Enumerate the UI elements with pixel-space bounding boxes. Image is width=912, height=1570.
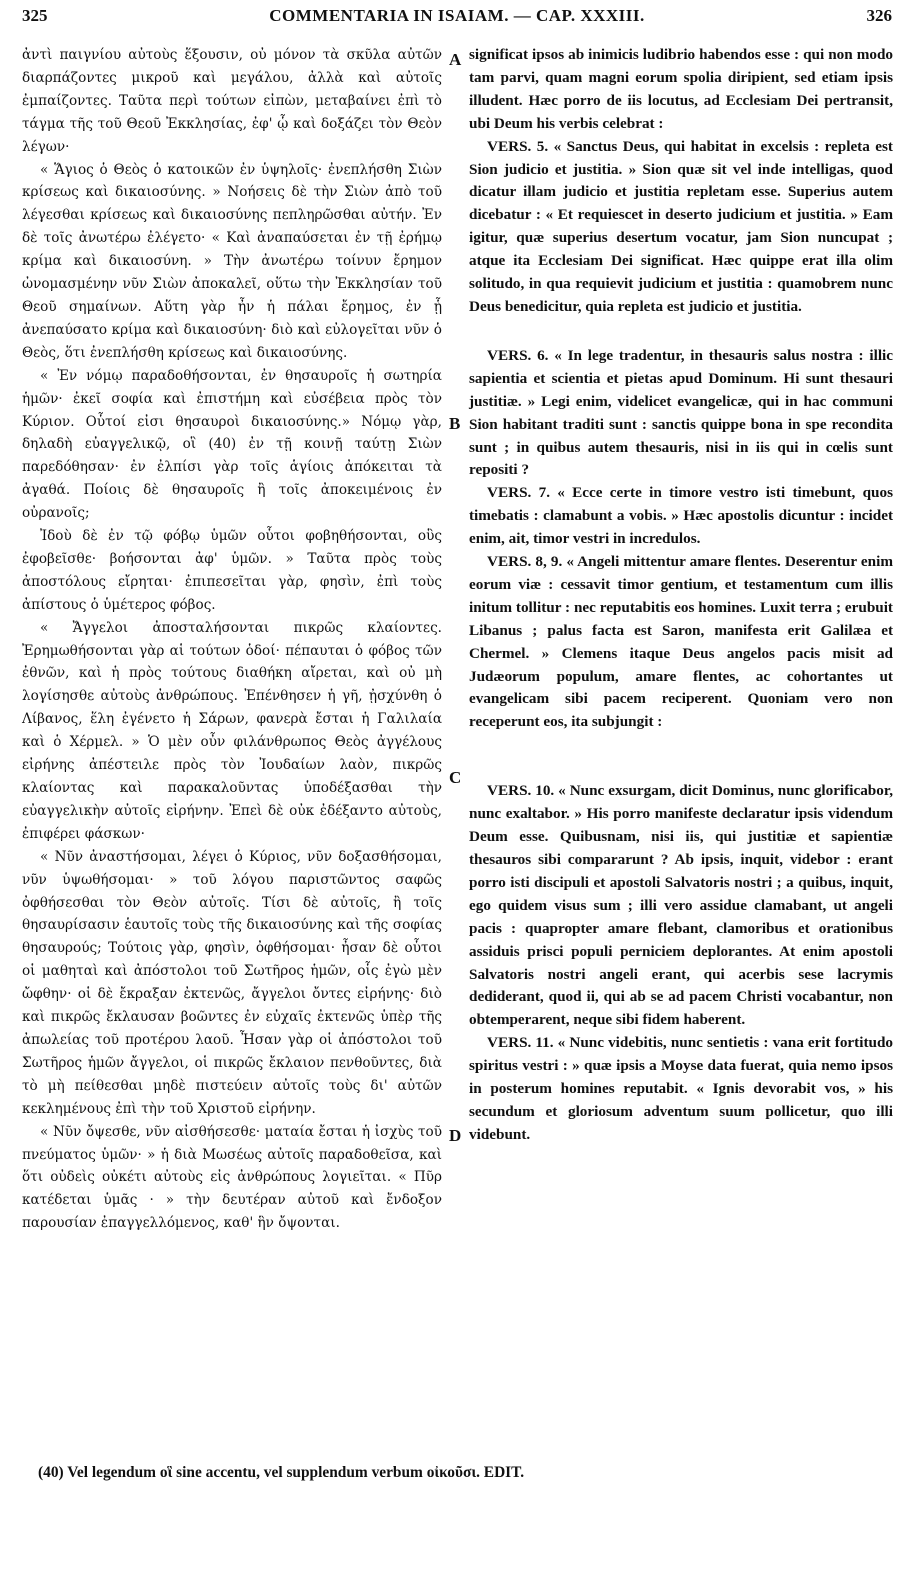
greek-paragraph: « Νῦν ὄψεσθε, νῦν αἰσθήσεσθε· ματαία ἔσται ἡ ἰσχὺς τοῦ πνεύματος ὑμῶν· » ἡ διὰ Μωσέως αὐτοῖς παραδοθεῖσα, καὶ ὅτι οὐδεὶς οὐκέτι αὐτοὺς εἰς ἀνθρώπους λογιεῖται. « Πῦρ κατέδεται ὑμᾶς · » τὴν δευτέραν αὐτοῦ καὶ ἔνδοξον παρουσίαν ἐπαγγελλόμενος, καθ' ἣν ὄψονται. xyxy=(22,1123,442,1232)
latin-paragraph: VERS. 10. « Nunc exsurgam, dicit Dominus, nunc glorificabor, nunc exaltabor. » His porro manifeste declaratur ipsis videndum Deum esse. Quibusnam, nisi iis, qui justitiæ et sapientiæ thesauros sibi compararunt ? Ab ipsis, inquit, videbor : erant porro isti discipuli et apostoli Salvatoris nostri ; a quibus, inquit, ego quidem visus sum ; illi vero assidue clamabant, ut angeli pacis : quapropter amare flebant, clamoribus et orationibus assiduis prisci populi perniciem deplorantes. At enim apostoli Salvatoris nostri angeli erant, qui acerbis sese lacrymis dediderant, quod ii, qui ab se ad pacem Christi vocabantur, non obtemperarent, neque sibi fidem haberent. xyxy=(469,782,893,1029)
greek-paragraph: « Ἅγιος ὁ Θεὸς ὁ κατοικῶν ἐν ὑψηλοῖς· ἐνεπλήσθη Σιὼν κρίσεως καὶ δικαιοσύνης. » Νοήσεις δὲ τὴν Σιὼν ἀπὸ τοῦ λέγεσθαι κρίσεως καὶ δικαιοσύνης πεπληρῶσθαι αὐτήν. Ἐν δὲ τοῖς ἀνωτέρω ἐλέγετο· « Καὶ ἀναπαύσεται ἐν τῇ ἐρήμῳ κρίμα καὶ δικαιοσύνη. » Τὴν ἀνωτέρω τοίνυν ἔρημον ὠνομασμένην νῦν Σιὼν ἀποκαλεῖ, οὕτω τὴν Ἐκκλησίαν τοῦ Θεοῦ σημαίνων. Αὕτη γὰρ ἦν ἡ πάλαι ἔρημος, ἐν ᾗ ἀνεπαύσατο κρίμα καὶ δικαιοσύνη· διὸ καὶ εὐλογεῖται νῦν ὁ Θεὸς, ὅτι ἐνεπλήσθη κρίσεως καὶ δικαιοσύνης. xyxy=(22,161,442,361)
page-number-left: 325 xyxy=(22,6,48,25)
greek-paragraph: « Ἐν νόμῳ παραδοθήσονται, ἐν θησαυροῖς ἡ σωτηρία ἡμῶν· ἐκεῖ σοφία καὶ ἐπιστήμη καὶ εὐσέβεια πρὸς τὸν Κύριον. Οὗτοί εἰσι θησαυροὶ δικαιοσύνης.» Νόμῳ γὰρ, δηλαδὴ εὐαγγελικῷ, οἳ (40) ἐν τῇ κοινῇ ταύτῃ Σιὼν παρεδόθησαν· ἐν ἐλπίσι γὰρ τοῖς ἁγίοις ἀπόκειται τὰ ἀγαθά. Ποίοις δὲ θησαυροῖς ἢ τοῖς ἀποκειμένοις ἐν οὐρανοῖς; xyxy=(22,367,442,522)
greek-paragraph: « Ἄγγελοι ἀποσταλήσονται πικρῶς κλαίοντες. Ἐρημωθήσονται γὰρ αἱ τούτων ὁδοί· πέπαυται ὁ φόβος τῶν ἐθνῶν, καὶ ἡ πρὸς τούτους διαθήκη αἴρεται, καὶ οὐ μὴ λογίσησθε αὐτοὺς ἀνθρώπους. Ἐπένθησεν ἡ γῆ, ᾐσχύνθη ὁ Λίβανος, ἕλη ἐγένετο ἡ Σάρων, φανερὰ ἔσται ἡ Γαλιλαία καὶ ὁ Χέρμελ. » Ὁ μὲν οὖν φιλάνθρωπος Θεὸς ἀγγέλους εἰρήνης ἀπέστειλε πρὸς τὸν Ἰουδαίων λαὸν, πικρῶς κλαίοντας καὶ παρακαλοῦντας ὑποδέξασθαι τὴν εὐαγγελικὴν αὐτοῖς εἰρήνην. Ἐπεὶ δὲ οὐκ ἐδέξαντο αὐτοὺς, ἐπιφέρει φάσκων· xyxy=(22,619,442,842)
greek-paragraph: Ἰδοὺ δὲ ἐν τῷ φόβῳ ὑμῶν οὗτοι φοβηθήσονται, οὓς ἐφοβεῖσθε· βοήσονται ἀφ' ὑμῶν. » Ταῦτα πρὸς τοὺς ἀποστόλους εἴρηται· ἐπιπεσεῖται γὰρ, φησὶν, ἐπὶ τοὺς ἀπίστους ὁ ὑμέτερος φόβος. xyxy=(22,528,442,613)
greek-paragraph: « Νῦν ἀναστήσομαι, λέγει ὁ Κύριος, νῦν δοξασθήσομαι, νῦν ὑψωθήσομαι· » τοῦ λόγου παριστῶντος σαφῶς ὀφθήσεσθαι τὸν Θεὸν αὐτοῖς. Τίσι δὲ αὐτοῖς, ἢ τοῖς θησαυρίσασιν ἑαυτοῖς τοὺς τῆς δικαιοσύνης καὶ τῆς σοφίας θησαυρούς; Τούτοις γὰρ, φησὶν, ὀφθήσομαι· ἦσαν δὲ οὗτοι οἱ μαθηταὶ καὶ ἀπόστολοι τοῦ Σωτῆρος ἡμῶν, οἷς ἐγὼ μὲν ὤφθην· οἱ δὲ ἔκραξαν ἐκτενῶς, ἄγγελοι ὄντες εἰρήνης· διὸ καὶ πικρῶς ἔκλαυσαν βοῶντες ἐν εὐχαῖς ἐκτενῶς ὑπὲρ τῆς ἀπωλείας τοῦ προτέρου λαοῦ. Ἦσαν γὰρ οἱ ἀπόστολοι τοῦ Σωτῆρος ἡμῶν ἄγγελοι, οἱ πικρῶς ἔκλαιον πενθοῦντες, διὰ τὸ μὴ πείθεσθαι μηδὲ πιστεύειν αὐτοῖς τοὺς δι' αὐτῶν κεκλημένους ἐπὶ τὴν τοῦ Χριστοῦ εἰρήνην. xyxy=(22,848,442,1117)
page-number-right: 326 xyxy=(866,6,892,25)
margin-mark-b: B xyxy=(449,414,461,433)
margin-mark-d: D xyxy=(449,1126,462,1145)
latin-paragraph: VERS. 7. « Ecce certe in timore vestro isti timebunt, quos timebatis : clamabunt a vobis. » Hæc apostolis dicuntur : incidet enim, ait, timor vestri in incredulos. xyxy=(469,484,893,548)
running-title: COMMENTARIA IN ISAIAM. — CAP. XXXIII. xyxy=(269,6,645,25)
latin-paragraph: VERS. 5. « Sanctus Deus, qui habitat in excelsis : repleta est Sion judicio et justitia. » Sion quæ sit vel inde intelligas, quod dicatur illam judicio et justitia repletam esse. Superius autem dicebatur : « Et requiescet in deserto judicium et justitia. » Eam igitur, quæ superius desertum vocatur, jam Sion nuncupat ; atque ita Ecclesiam Dei significat. Hæc quippe erat illa olim solitudo, in qua requievit judicium et justitia : quamobrem nunc Deus benedicitur, quia repleta est judicio et justitia. xyxy=(469,137,893,315)
latin-paragraph: VERS. 6. « In lege tradentur, in thesauris salus nostra : illic sapientia et scientia et pietas apud Dominum. Hi sunt thesauri justitiæ. » Legi enim, videlicet evangelicæ, qui in hac communi Sion habitant traditi sunt : sanctis quippe bona in spe recondita sunt ; in quibus autem thesauris, nisi in iis qui in cœlis sunt repositi ? xyxy=(469,346,893,479)
greek-paragraph: ἀντὶ παιγνίου αὐτοὺς ἕξουσιν, οὐ μόνον τὰ σκῦλα αὐτῶν διαρπάζοντες μικροῦ καὶ μεγάλου, ἀλλὰ καὶ αὐτοῖς ἐμπαίζοντες. Ταῦτα περὶ τούτων εἰπὼν, μεταβαίνει ἐπὶ τὸ τάγμα τῆς τοῦ Θεοῦ Ἐκκλησίας, ἐφ' ᾧ καὶ δοξάζει τὸν Θεὸν λέγων· xyxy=(22,47,442,155)
latin-paragraph: VERS. 11. « Nunc videbitis, nunc sentietis : vana erit fortitudo spiritus vestri : » quæ ipsis a Moyse data fuerat, quia nemo ipsos in posterum homines reputabit. « Ignis devorabit vos, » his secundum et gloriosum adventum suum pollicetur, quo illi videbunt. xyxy=(469,1034,893,1143)
footnote: (40) Vel legendum οἳ sine accentu, vel supplendum verbum οἰκοῦσι. EDIT. xyxy=(38,1464,525,1481)
margin-mark-a: A xyxy=(449,50,462,69)
latin-paragraph: significat ipsos ab inimicis ludibrio habendos esse : qui non modo tam parvi, quam magni eorum spolia diripient, sed etiam ipsis illudent. Hæc porro de iis locutus, ad Ecclesiam Dei pertransit, ubi Deum his verbis celebrat : xyxy=(469,46,893,132)
latin-paragraph: VERS. 8, 9. « Angeli mittentur amare flentes. Deserentur enim eorum viæ : cessavit timor gentium, et testamentum cum illis initum tollitur : nec reputabitis eos homines. Luxit terra ; erubuit Libanus ; palus facta est Saron, manifesta erit Galilæa et Chermel. » Clemens itaque Deus angelos pacis misit ad Judæorum populum, amare flentes, ac cohortantes ut evangelicam sibi pacem reciperent. Quoniam vero non receperunt eos, ita subjungit : xyxy=(469,553,893,731)
running-header xyxy=(22,6,892,32)
latin-column xyxy=(469,44,893,1147)
greek-column xyxy=(22,44,442,1235)
margin-mark-c: C xyxy=(449,768,462,787)
